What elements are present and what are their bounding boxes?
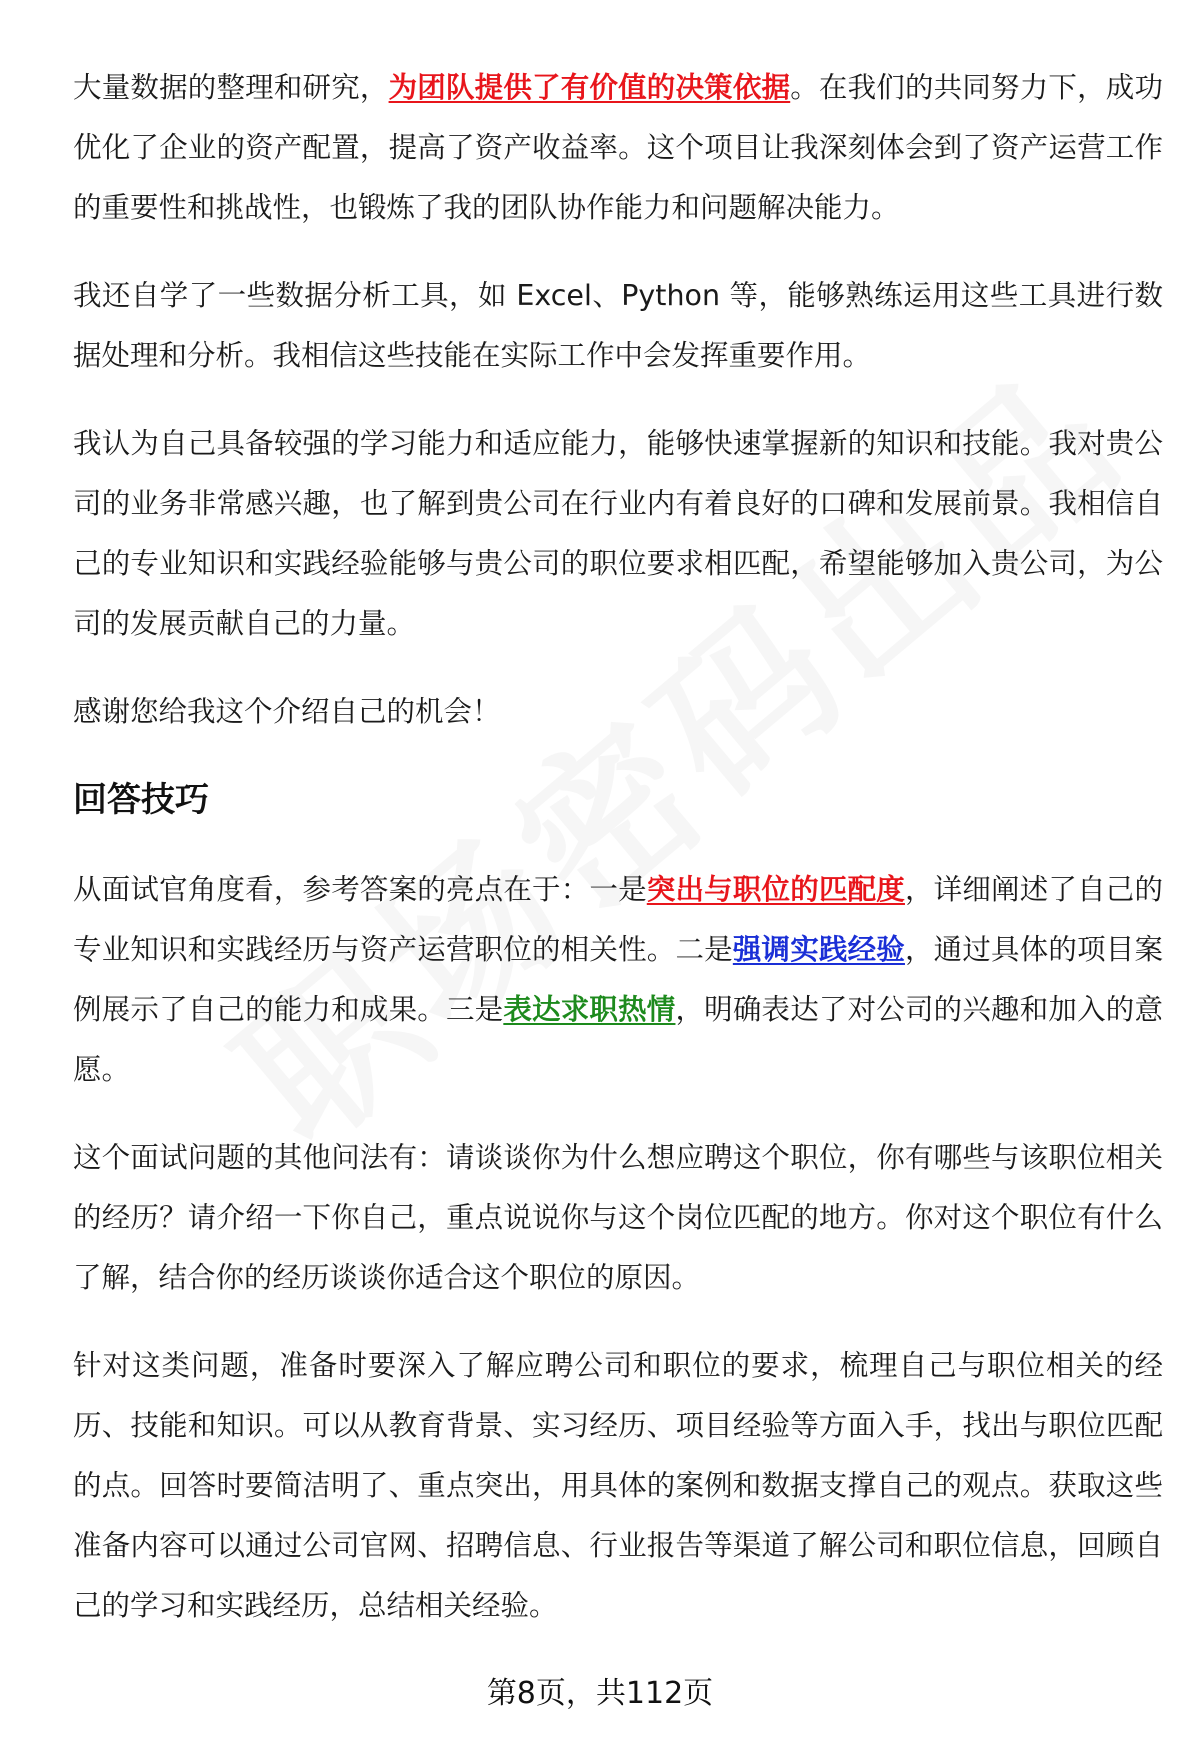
paragraph-preparation-advice: 针对这类问题，准备时要深入了解应聘公司和职位的要求，梳理自己与职位相关的经历、技能和知识。可以从教育背景、实习经历、项目经验等方面入手，找出与职位匹配的点。回答时要简洁明了、重点突出，用具体的案例和数据支撑自己的观点。获取这些准备内容可以通过公司官网、招聘信息、行业报告等渠道了解公司和职位信息，回顾自己的学习和实践经历，总结相关经验。 [73, 1349, 1163, 1622]
paragraph-project-result [73, 58, 1163, 238]
text-span: ，明确表达了对公司的兴趣和加入的意愿。 [73, 993, 1163, 1086]
section-heading: 回答技巧 [73, 780, 209, 820]
highlight-job-match: 突出与职位的匹配度 [646, 873, 905, 906]
page-number-footer: 第8页，共112页 [486, 1676, 714, 1711]
text-span: 从面试官角度看，参考答案的亮点在于：一是 [73, 873, 647, 906]
text-span: 。在我们的共同努力下，成功优化了企业的资产配置，提高了资产收益率。这个项目让我深刻体会到了资产运营工作的重要性和挑战性，也锻炼了我的团队协作能力和问题解决能力。 [73, 71, 1163, 224]
highlight-practice-experience: 强调实践经验 [732, 933, 905, 966]
paragraph-self-learning-tools: 我还自学了一些数据分析工具，如 Excel、Python 等，能够熟练运用这些工具进行数据处理和分析。我相信这些技能在实际工作中会发挥重要作用。 [73, 279, 1163, 372]
highlight-job-passion: 表达求职热情 [503, 993, 676, 1026]
paragraph-abilities-and-interest: 我认为自己具备较强的学习能力和适应能力，能够快速掌握新的知识和技能。我对贵公司的业务非常感兴趣，也了解到贵公司在行业内有着良好的口碑和发展前景。我相信自己的专业知识和实践经验能够与贵公司的职位要求相匹配，希望能够加入贵公司，为公司的发展贡献自己的力量。 [73, 427, 1163, 640]
paragraph-other-question-forms: 这个面试问题的其他问法有：请谈谈你为什么想应聘这个职位，你有哪些与该职位相关的经历？请介绍一下你自己，重点说说你与这个岗位匹配的地方。你对这个职位有什么了解，结合你的经历谈谈你适合这个职位的原因。 [73, 1141, 1163, 1294]
text-span: 大量数据的整理和研究， [73, 71, 389, 104]
paragraph-tips-highlights [73, 860, 1163, 1100]
text-span: ，通过具体的项目案例展示了自己的能力和成果。三是 [73, 933, 1163, 1026]
text-span: ，详细阐述了自己的专业知识和实践经历与资产运营职位的相关性。二是 [73, 873, 1163, 966]
highlight-decision-basis: 为团队提供了有价值的决策依据 [388, 71, 791, 104]
document-page [73, 58, 1163, 1664]
paragraph-thanks: 感谢您给我这个介绍自己的机会！ [73, 695, 501, 728]
